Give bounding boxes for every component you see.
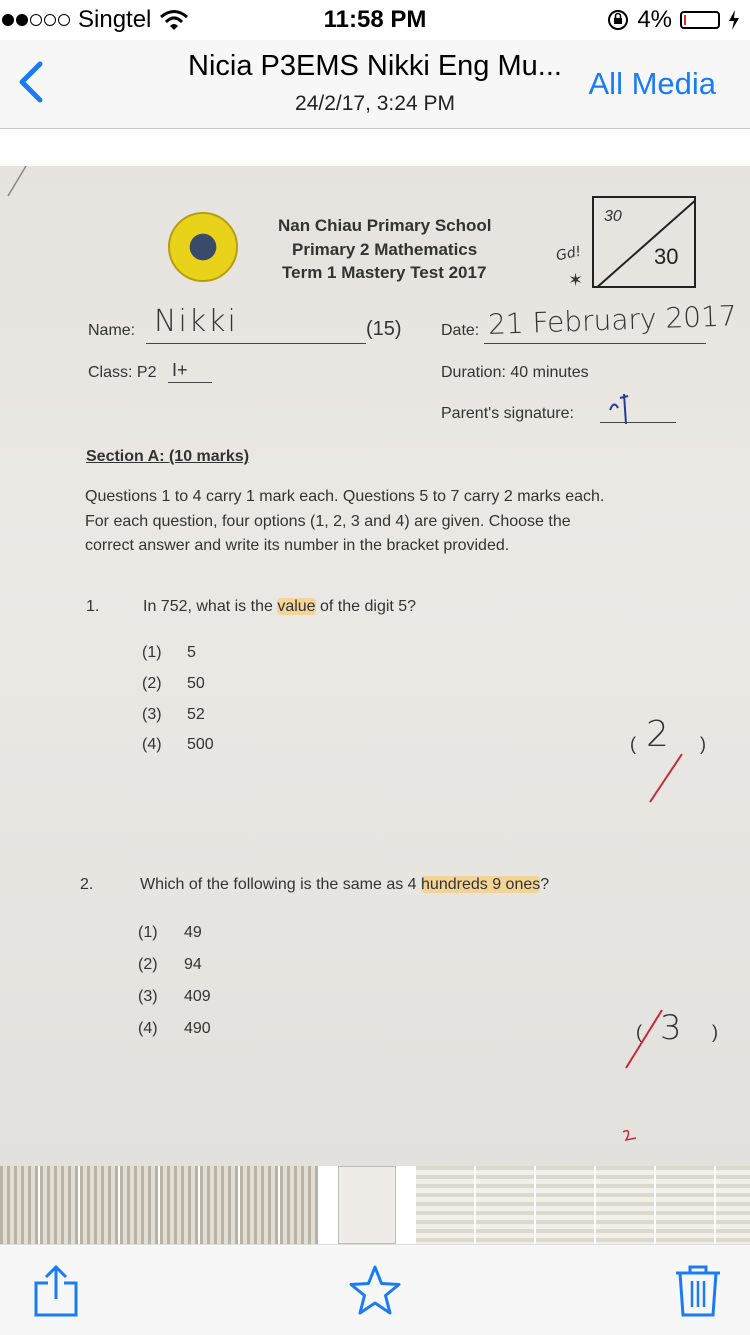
name-underline xyxy=(146,343,366,344)
signature-underline xyxy=(600,422,676,423)
test-name: Term 1 Mastery Test 2017 xyxy=(282,263,487,282)
q1-option-val: 52 xyxy=(187,706,205,723)
q2-option-val: 490 xyxy=(184,1020,211,1037)
q2-option-num: (3) xyxy=(138,988,158,1005)
thumbnail[interactable] xyxy=(0,1166,38,1244)
name-value: Nikki xyxy=(154,304,238,339)
q1-number: 1. xyxy=(86,598,100,615)
q2-option-num: (2) xyxy=(138,956,158,973)
q2-number: 2. xyxy=(80,876,94,893)
q2-text-before: Which of the following is the same as 4 xyxy=(140,876,422,893)
q2-option-num: (4) xyxy=(138,1020,158,1037)
score-awarded: 30 xyxy=(604,208,622,225)
instructions-line-2: For each question, four options (1, 2, 3 and 4) are given. Choose the xyxy=(85,513,571,530)
score-note: Gd! xyxy=(554,243,583,265)
thumbnail[interactable] xyxy=(160,1166,198,1244)
status-right xyxy=(607,6,740,34)
bottom-toolbar xyxy=(0,1244,750,1335)
instructions-line-3: correct answer and write its number in the bracket provided. xyxy=(85,537,510,554)
thumbnail[interactable] xyxy=(656,1166,714,1244)
q1-option-num: (4) xyxy=(142,736,162,753)
red-ink-mark xyxy=(620,1126,644,1146)
q1-option-num: (1) xyxy=(142,644,162,661)
star-mark: ✶ xyxy=(568,270,584,290)
q1-text xyxy=(143,598,416,616)
parent-signature-label: Parent's signature: xyxy=(441,405,574,422)
q1-tick-mark xyxy=(642,750,692,806)
thumbnail[interactable] xyxy=(476,1166,534,1244)
duration: Duration: 40 minutes xyxy=(441,364,589,381)
q1-bracket-close: ) xyxy=(700,734,706,754)
q2-bracket-open: ( xyxy=(636,1022,642,1042)
class-underline xyxy=(168,382,212,383)
q1-bracket-open: ( xyxy=(630,734,636,754)
rotation-lock-icon xyxy=(607,9,629,31)
score-total: 30 xyxy=(654,244,679,269)
q1-text-before: In 752, what is the xyxy=(143,598,278,615)
thumbnail[interactable] xyxy=(80,1166,118,1244)
q2-text-after: ? xyxy=(540,876,550,893)
q2-tick-mark xyxy=(622,1006,672,1076)
subject-name: Primary 2 Mathematics xyxy=(292,240,478,259)
thumbnail[interactable] xyxy=(716,1166,750,1244)
date-underline xyxy=(484,343,706,344)
q2-highlight: hundreds 9 ones xyxy=(421,876,541,893)
q2-text xyxy=(140,876,549,894)
school-logo xyxy=(168,212,238,282)
q1-answer: 2 xyxy=(646,714,669,755)
carrier-name: Singtel xyxy=(78,6,152,33)
thumbnail-strip[interactable] xyxy=(0,1166,750,1244)
thumbnail[interactable] xyxy=(40,1166,78,1244)
nav-subtitle: 24/2/17, 3:24 PM xyxy=(295,92,455,115)
thumbnail-selected[interactable] xyxy=(338,1166,396,1244)
q2-option-val: 49 xyxy=(184,924,202,941)
instructions-line-1: Questions 1 to 4 carry 1 mark each. Questions 5 to 7 carry 2 marks each. xyxy=(85,488,605,505)
section-title: Section A: (10 marks) xyxy=(86,448,250,465)
q2-option-num: (1) xyxy=(138,924,158,941)
star-icon[interactable] xyxy=(347,1263,403,1319)
navigation-bar xyxy=(0,40,750,129)
photo-viewer[interactable] xyxy=(0,166,750,1166)
share-icon[interactable] xyxy=(28,1263,84,1319)
q1-text-after: of the digit 5? xyxy=(315,598,417,615)
parent-signature xyxy=(604,390,644,426)
thumbnail[interactable] xyxy=(596,1166,654,1244)
q2-bracket-close: ) xyxy=(712,1022,718,1042)
back-chevron-icon[interactable] xyxy=(14,60,54,104)
date-label: Date: xyxy=(441,322,480,339)
thumbnail[interactable] xyxy=(536,1166,594,1244)
q2-answer: 3 xyxy=(660,1008,682,1048)
q1-option-num: (2) xyxy=(142,675,162,692)
score-box xyxy=(592,196,696,288)
class-value: I+ xyxy=(172,360,188,380)
q1-option-val: 50 xyxy=(187,675,205,692)
thumbnail[interactable] xyxy=(240,1166,278,1244)
date-value: 21 February 2017 xyxy=(487,299,738,341)
thumbnail[interactable] xyxy=(200,1166,238,1244)
battery-percent: 4% xyxy=(637,6,672,33)
q1-option-num: (3) xyxy=(142,706,162,723)
q2-option-val: 94 xyxy=(184,956,202,973)
q1-option-val: 5 xyxy=(187,644,196,661)
class-label: Class: P2 xyxy=(88,364,157,381)
q2-option-val: 409 xyxy=(184,988,211,1005)
charging-icon xyxy=(728,10,740,30)
all-media-button[interactable]: All Media xyxy=(588,66,716,101)
q1-option-val: 500 xyxy=(187,736,214,753)
status-bar xyxy=(0,0,750,40)
school-name: Nan Chiau Primary School xyxy=(278,216,492,235)
thumbnail[interactable] xyxy=(280,1166,318,1244)
q1-highlight: value xyxy=(277,598,316,615)
battery-icon xyxy=(680,11,720,29)
nav-title: Nicia P3EMS Nikki Eng Mu... xyxy=(188,50,562,82)
paper-edge xyxy=(0,166,40,206)
trash-icon[interactable] xyxy=(670,1263,726,1319)
index-value: (15) xyxy=(366,318,402,340)
thumbnail[interactable] xyxy=(416,1166,474,1244)
thumbnail[interactable] xyxy=(120,1166,158,1244)
name-label: Name: xyxy=(88,322,136,339)
clock: 11:58 PM xyxy=(323,6,427,33)
